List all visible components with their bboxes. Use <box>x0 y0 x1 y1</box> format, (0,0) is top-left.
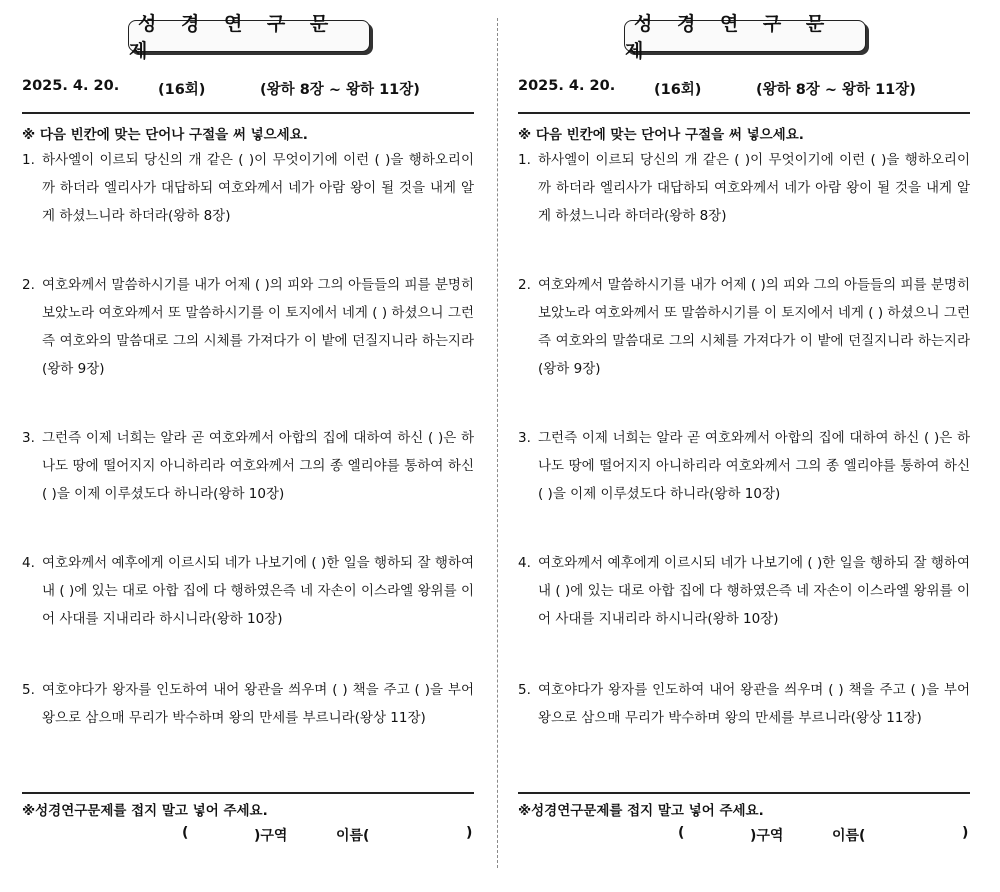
question-number: 5. <box>22 682 35 698</box>
question-text: 여호와께서 말씀하시기를 내가 어제 ( )의 피와 그의 아들들의 피를 분명히 보았노라 여호와께서 또 말씀하시기를 이 토지에서 네게 ( ) 하셨으니 그런즉 여호와의 말씀대로 그의 시체를 가져다가 이 밭에 던질지니라 하는지라(왕하 9장) <box>538 277 970 377</box>
question-text: 그런즉 이제 너희는 알라 곧 여호와께서 아합의 집에 대하여 하신 ( )은 하나도 땅에 떨어지지 아니하리라 여호와께서 그의 종 엘리야를 통하여 하신 ( )을 이제 이루셨도다 하니라(왕하 10장) <box>42 430 474 502</box>
top-rule <box>22 112 474 114</box>
instruction: ※ 다음 빈칸에 맞는 단어나 구절을 써 넣으세요. <box>22 127 308 143</box>
district-label: )구역 <box>750 828 784 844</box>
question-3 <box>518 424 970 508</box>
worksheet-title: 성 경 연 구 문 제 <box>128 20 370 52</box>
date: 2025. 4. 20. <box>518 78 616 94</box>
question-4 <box>518 549 970 633</box>
bottom-rule <box>22 792 474 794</box>
date: 2025. 4. 20. <box>22 78 120 94</box>
question-5 <box>22 676 474 732</box>
question-number: 1. <box>518 152 531 168</box>
name-close-paren: ) <box>466 825 473 841</box>
question-text: 하사엘이 이르되 당신의 개 같은 ( )이 무엇이기에 이런 ( )을 행하오리이까 하더라 엘리사가 대답하되 여호와께서 네가 아람 왕이 될 것을 내게 알게 하셨느니라 하더라(왕하 8장) <box>42 152 474 224</box>
signature-line <box>22 825 474 847</box>
question-number: 2. <box>22 277 35 293</box>
question-5 <box>518 676 970 732</box>
question-text: 여호와께서 말씀하시기를 내가 어제 ( )의 피와 그의 아들들의 피를 분명히 보았노라 여호와께서 또 말씀하시기를 이 토지에서 네게 ( ) 하셨으니 그런즉 여호와의 말씀대로 그의 시체를 가져다가 이 밭에 던질지니라 하는지라(왕하 9장) <box>42 277 474 377</box>
question-number: 1. <box>22 152 35 168</box>
question-text: 그런즉 이제 너희는 알라 곧 여호와께서 아합의 집에 대하여 하신 ( )은 하나도 땅에 떨어지지 아니하리라 여호와께서 그의 종 엘리야를 통하여 하신 ( )을 이제 이루셨도다 하니라(왕하 10장) <box>538 430 970 502</box>
signature-line <box>518 825 970 847</box>
question-text: 여호야다가 왕자를 인도하여 내어 왕관을 씌우며 ( ) 책을 주고 ( )을 부어 왕으로 삼으매 무리가 박수하며 왕의 만세를 부르니라(왕상 11장) <box>538 682 970 726</box>
footer-note: ※성경연구문제를 접지 말고 넣어 주세요. <box>518 803 764 819</box>
question-number: 5. <box>518 682 531 698</box>
instruction: ※ 다음 빈칸에 맞는 단어나 구절을 써 넣으세요. <box>518 127 804 143</box>
question-number: 3. <box>22 430 35 446</box>
question-2 <box>22 271 474 383</box>
name-label: 이름( <box>336 828 370 844</box>
district-open-paren: ( <box>678 825 685 841</box>
district-open-paren: ( <box>182 825 189 841</box>
session: (16회) <box>654 82 702 98</box>
district-label: )구역 <box>254 828 288 844</box>
question-number: 4. <box>518 555 531 571</box>
scripture-range: (왕하 8장 ~ 왕하 11장) <box>756 82 916 98</box>
question-1 <box>518 146 970 230</box>
question-2 <box>518 271 970 383</box>
question-text: 여호와께서 예후에게 이르시되 네가 나보기에 ( )한 일을 행하되 잘 행하여 내 ( )에 있는 대로 아합 집에 다 행하였은즉 네 자손이 이스라엘 왕위를 이어 사대를 지내리라 하시니라(왕하 10장) <box>42 555 474 627</box>
question-number: 4. <box>22 555 35 571</box>
name-label: 이름( <box>832 828 866 844</box>
page-divider <box>497 18 498 868</box>
name-close-paren: ) <box>962 825 969 841</box>
scripture-range: (왕하 8장 ~ 왕하 11장) <box>260 82 420 98</box>
question-text: 하사엘이 이르되 당신의 개 같은 ( )이 무엇이기에 이런 ( )을 행하오리이까 하더라 엘리사가 대답하되 여호와께서 네가 아람 왕이 될 것을 내게 알게 하셨느니라 하더라(왕하 8장) <box>538 152 970 224</box>
footer-note: ※성경연구문제를 접지 말고 넣어 주세요. <box>22 803 268 819</box>
worksheet-title: 성 경 연 구 문 제 <box>624 20 866 52</box>
worksheet-right <box>518 0 968 892</box>
question-text: 여호와께서 예후에게 이르시되 네가 나보기에 ( )한 일을 행하되 잘 행하여 내 ( )에 있는 대로 아합 집에 다 행하였은즉 네 자손이 이스라엘 왕위를 이어 사대를 지내리라 하시니라(왕하 10장) <box>538 555 970 627</box>
question-number: 2. <box>518 277 531 293</box>
question-text: 여호야다가 왕자를 인도하여 내어 왕관을 씌우며 ( ) 책을 주고 ( )을 부어 왕으로 삼으매 무리가 박수하며 왕의 만세를 부르니라(왕상 11장) <box>42 682 474 726</box>
question-1 <box>22 146 474 230</box>
question-4 <box>22 549 474 633</box>
session: (16회) <box>158 82 206 98</box>
top-rule <box>518 112 970 114</box>
question-3 <box>22 424 474 508</box>
worksheet-left <box>22 0 472 892</box>
question-number: 3. <box>518 430 531 446</box>
bottom-rule <box>518 792 970 794</box>
